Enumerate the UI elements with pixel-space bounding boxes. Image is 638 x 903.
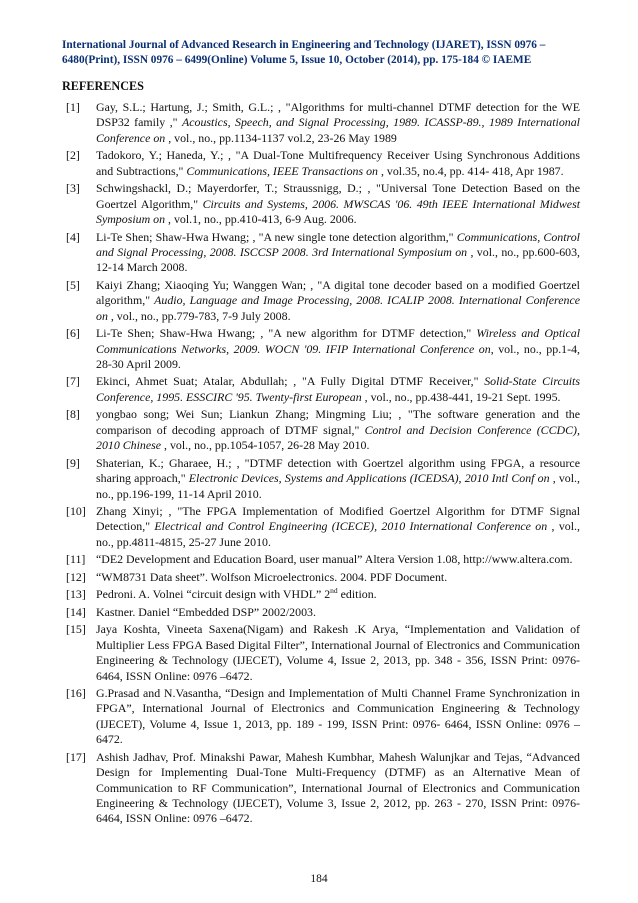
reference-text: Pedroni. A. Volnei “circuit design with VHDL” 2nd edition. [96,586,377,602]
reference-item [62,100,580,146]
reference-item [62,605,580,620]
references-heading: REFERENCES [62,79,144,93]
reference-text: Jaya Koshta, Vineeta Saxena(Nigam) and Rakesh .K Arya, “Implementation and Validation of Multiplier Less FPGA Based Digital Filter”, International Journal of Electronics and Communication Engineering & Technology (IJECET), Volume 4, Issue 2, 2013, pp. 348 - 356, ISSN Print: 0976- 6464, ISSN Online: 0976 –6472. [96,622,580,683]
reference-item [62,686,580,748]
reference-text: Shaterian, K.; Gharaee, H.; , "DTMF detection with Goertzel algorithm using FPGA, a resource sharing approach," Electronic Devices, Systems and Applications (ICEDSA), 2010 Intl Conf on , vol., no., pp.196-199, 11-14 April 2010. [96,455,581,501]
reference-number: [2] [66,148,80,163]
reference-item [62,570,580,585]
reference-number: [17] [66,749,86,764]
reference-item [62,456,580,502]
reference-number: [13] [66,587,86,602]
page-number: 184 [310,873,328,885]
journal-header-line-1: International Journal of Advanced Research in Engineering and Technology (IJARET), ISSN 0976 – [62,39,546,51]
reference-text: Ekinci, Ahmet Suat; Atalar, Abdullah; , "A Fully Digital DTMF Receiver," Solid-State Circuits Conference, 1995. ESSCIRC '95. Twenty-first European , vol., no., pp.438-441, 19-21 Sept. 1995. [96,374,580,404]
reference-item [62,230,580,276]
reference-text: Kastner. Daniel “Embedded DSP” 2002/2003. [96,604,316,619]
reference-item [62,750,580,827]
reference-number: [4] [66,229,80,244]
reference-item [62,326,580,372]
reference-text: yongbao song; Wei Sun; Liankun Zhang; Mingming Liu; , "The software generation and the comparison of decoding approach of DTMF signal," Control and Decision Conference (CCDC), 2010 Chinese , vol., no., pp.1054-1057, 26-28 May 2010. [96,407,580,453]
reference-text: G.Prasad and N.Vasantha, “Design and Implementation of Multi Channel Frame Synchronization in FPGA”, International Journal of Electronics and Communication Engineering & Technology (IJECET), Volume 4, Issue 1, 2013, pp. 189 - 199, ISSN Print: 0976- 6464, ISSN Online: 0976 –6472. [96,686,580,747]
journal-header-line-2: 6480(Print), ISSN 0976 – 6499(Online) Volume 5, Issue 10, October (2014), pp. 175-184 © IAEME [62,53,532,66]
reference-text: Gay, S.L.; Hartung, J.; Smith, G.L.; , "Algorithms for multi-channel DTMF detection for the WE DSP32 family ," Acoustics, Speech, and Signal Processing, 1989. ICASSP-89., 1989 International Conference on , vol., no., pp.1134-1137 vol.2, 23-26 May 1989 [96,100,580,145]
reference-number: [6] [66,326,80,341]
reference-item [62,181,580,227]
reference-text: Zhang Xinyi; , "The FPGA Implementation of Modified Goertzel Algorithm for DTMF Signal Detection," Electrical and Control Engineering (ICECE), 2010 International Conference on , vol., no., pp.4811-4815, 25-27 June 2010. [96,504,580,549]
reference-number: [7] [66,374,80,389]
reference-text: Li-Te Shen; Shaw-Hwa Hwang; , "A new single tone detection algorithm," Communications, Control and Signal Processing, 2008. ISCCSP 2008. 3rd International Symposium on , vol., no., pp.600-603, 12-14 March 2008. [96,229,580,275]
reference-item [62,407,580,453]
reference-item [62,278,580,324]
reference-number: [11] [66,552,86,567]
reference-text: Kaiyi Zhang; Xiaoqing Yu; Wanggen Wan; , "A digital tone decoder based on a modified Goertzel algorithm," Audio, Language and Image Processing, 2008. ICALIP 2008. International Conference on , vol., no., pp.779-783, 7-9 July 2008. [96,277,580,323]
reference-text: Ashish Jadhav, Prof. Minakshi Pawar, Mahesh Kumbhar, Mahesh Walunjkar and Tejas, “Advanced Design for Implementing Dual-Tone Multi-Frequency (DTMF) as an Alternative Mean of Communication to RF Communication”, International Journal of Electronics and Communication Engineering & Technology (IJECET), Volume 3, Issue 2, 2012, pp. 263 - 270, ISSN Print: 0976- 6464, ISSN Online: 0976 –6472. [96,749,580,826]
reference-number: [10] [66,504,86,518]
reference-number: [15] [66,622,86,637]
reference-number: [8] [66,407,80,422]
reference-item [62,622,580,684]
reference-number: [5] [66,277,80,292]
reference-number: [9] [66,455,80,470]
reference-item [62,504,580,550]
reference-number: [14] [66,604,86,619]
reference-text: “WM8731 Data sheet”. Wolfson Microelectronics. 2004. PDF Document. [96,569,448,584]
reference-text: Tadokoro, Y.; Haneda, Y.; , "A Dual-Tone Multifrequency Receiver Using Synchronous Additions and Subtractions," Communications, IEEE Transactions on , vol.35, no.4, pp. 414- 418, Apr 1987. [96,148,580,178]
reference-list [62,100,580,827]
reference-number: [12] [66,569,86,584]
reference-number: [16] [66,686,86,701]
reference-text: “DE2 Development and Education Board, user manual” Altera Version 1.08, http://www.altera.com. [96,552,573,567]
reference-item [62,552,580,567]
journal-header [62,38,580,67]
reference-text: Li-Te Shen; Shaw-Hwa Hwang; , "A new algorithm for DTMF detection," Wireless and Optical Communications Networks, 2009. WOCN '09. IFIP International Conference on, vol., no., pp.1-4, 28-30 April 2009. [96,326,580,371]
reference-text: Schwingshackl, D.; Mayerdorfer, T.; Straussnigg, D.; , "Universal Tone Detection Based on the Goertzel Algorithm," Circuits and Systems, 2006. MWSCAS '06. 49th IEEE International Midwest Symposium on , vol.1, no., pp.410-413, 6-9 Aug. 2006. [96,181,580,227]
reference-number: [3] [66,181,80,196]
reference-number: [1] [66,100,80,114]
reference-item [62,374,580,405]
reference-item [62,587,580,602]
reference-item [62,148,580,179]
